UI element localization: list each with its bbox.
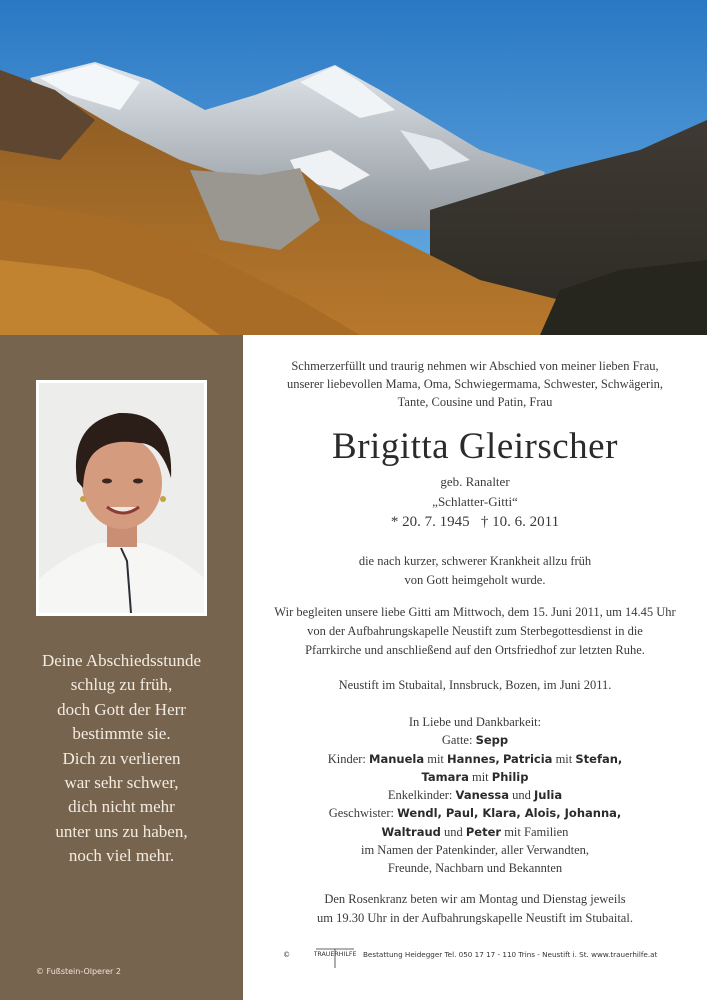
funeral-home-contact: Bestattung Heidegger Tel. 050 17 17 - 110 Trins - Neustift i. St. www.trauerhilfe.at: [363, 950, 658, 959]
funeral-line: von der Aufbahrungskapelle Neustift zum Sterbegottesdienst in die: [307, 624, 643, 638]
poem-line: doch Gott der Herr: [57, 699, 186, 719]
mourners-list: [243, 713, 707, 878]
sibling-names: Wendl, Paul, Klara, Alois, Johanna,: [397, 806, 622, 821]
child-name: Patricia: [502, 751, 553, 766]
called-home-line: die nach kurzer, schwerer Krankheit allzu früh: [358, 554, 592, 568]
poem-line: noch viel mehr.: [68, 846, 175, 866]
friends-line: Freunde, Nachbarn und Bekannten: [387, 861, 563, 876]
sibling-name: Waltraud: [381, 824, 441, 839]
poem-line: schlug zu früh,: [70, 675, 173, 695]
funeral-line: Pfarrkirche und anschließend auf den Ortsfriedhof zur letzten Ruhe.: [305, 643, 645, 657]
with-word: mit: [471, 769, 489, 784]
poem-line: war sehr schwer,: [64, 773, 179, 793]
partner-name: Stefan,: [575, 751, 623, 766]
children-line-2: [243, 768, 707, 786]
logo-text: TRAUERHILFE: [314, 951, 356, 958]
with-word: mit: [555, 751, 573, 766]
grandchild-name: Julia: [534, 788, 563, 803]
portrait-photo: [39, 383, 204, 613]
funeral-announcement: [243, 603, 707, 660]
poem-line: bestimmte sie.: [72, 724, 171, 744]
child-name: Tamara: [421, 769, 469, 784]
grandchildren-label: Enkelkinder:: [387, 788, 453, 803]
called-home-line: von Gott heimgeholt wurde.: [404, 573, 546, 587]
deceased-name: Brigitta Gleirscher: [332, 426, 618, 467]
intro-line: Tante, Cousine und Patin, Frau: [397, 395, 553, 409]
funeral-home-footer: [283, 944, 683, 970]
mourners-intro: In Liebe und Dankbarkeit:: [408, 715, 542, 729]
photo-copyright: © Fußstein-Olperer 2: [36, 967, 121, 976]
intro-line: Schmerzerfüllt und traurig nehmen wir Abschied von meiner lieben Frau,: [291, 359, 659, 373]
banner-mountain-photo: [0, 0, 707, 335]
sibling-name: Peter: [465, 824, 502, 839]
spouse-name: Sepp: [475, 733, 509, 748]
families-suffix: mit Familien: [504, 824, 569, 839]
grandchildren-line: [243, 786, 707, 804]
child-name: Manuela: [369, 751, 425, 766]
partner-name: Philip: [491, 769, 529, 784]
birth-name: geb. Ranalter: [440, 474, 510, 489]
spouse-label: Gatte:: [441, 733, 473, 748]
poem-line: Deine Abschiedsstunde: [41, 651, 202, 670]
poem-line: dich nicht mehr: [68, 797, 175, 817]
children-label: Kinder:: [327, 751, 366, 766]
life-dates: * 20. 7. 1945 † 10. 6. 2011: [390, 514, 560, 530]
godchildren-line: im Namen der Patenkinder, aller Verwandten,: [360, 843, 589, 858]
memorial-poem: [0, 649, 243, 869]
portrait-frame: [36, 380, 207, 616]
siblings-line-2: [243, 823, 707, 841]
poem-line: Dich zu verlieren: [62, 748, 181, 768]
place-date: Neustift im Stubaital, Innsbruck, Bozen, im Juni 2011.: [338, 678, 612, 692]
funeral-line: Wir begleiten unsere liebe Gitti am Mittwoch, dem 15. Juni 2011, um 14.45 Uhr: [274, 605, 676, 619]
called-home-text: [243, 552, 707, 590]
siblings-label: Geschwister:: [328, 806, 394, 821]
rosary-notice: [243, 890, 707, 928]
and-word: und: [444, 824, 463, 839]
mountain-landscape-illustration: [0, 0, 707, 335]
grandchild-name: Vanessa: [455, 788, 510, 803]
rosary-line: Den Rosenkranz beten wir am Montag und Dienstag jeweils: [324, 892, 626, 906]
obituary-text: [243, 335, 707, 1000]
trauerhilfe-logo: [314, 945, 356, 969]
rosary-line: um 19.30 Uhr in der Aufbahrungskapelle Neustift im Stubaital.: [317, 911, 633, 925]
copyright-symbol: ©: [283, 950, 291, 959]
sidebar-panel: [0, 335, 243, 1000]
poem-line: unter uns zu haben,: [55, 821, 188, 841]
nickname: „Schlatter-Gitti“: [432, 494, 518, 509]
with-word: mit: [427, 751, 444, 766]
birth-info: [243, 472, 707, 512]
spouse-line: [243, 731, 707, 749]
and-word: und: [512, 788, 531, 803]
intro-text: [243, 357, 707, 411]
intro-line: unserer liebevollen Mama, Oma, Schwiegermama, Schwester, Schwägerin,: [286, 377, 664, 391]
children-line: [243, 750, 707, 768]
partner-name: Hannes,: [447, 751, 500, 766]
siblings-line: [243, 804, 707, 822]
